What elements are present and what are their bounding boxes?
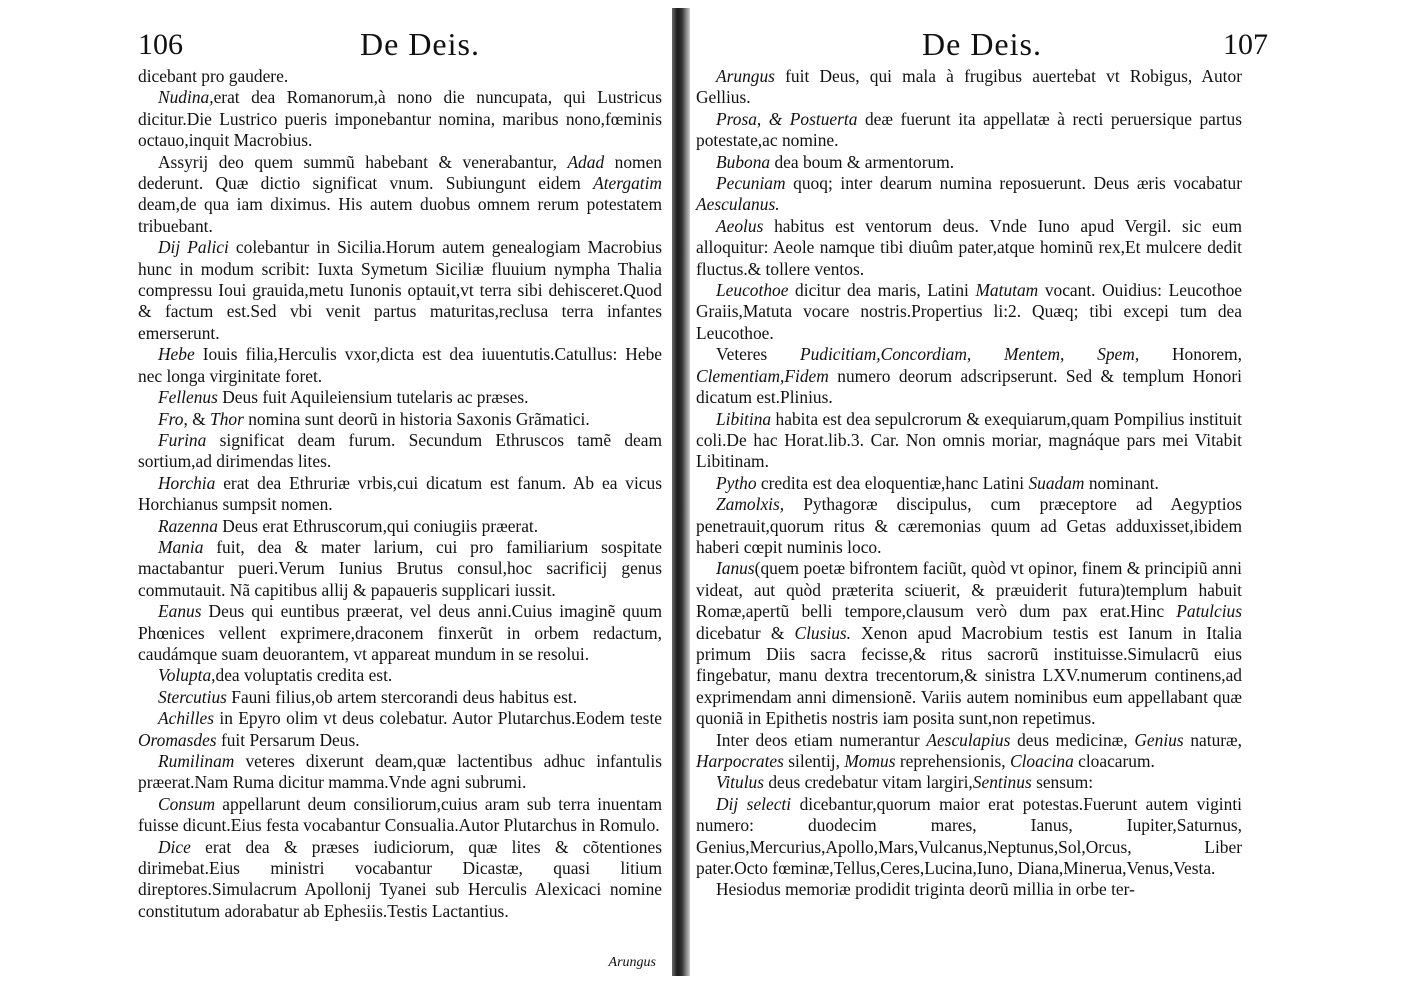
paragraph bbox=[138, 344, 662, 387]
paragraph bbox=[696, 772, 1242, 793]
paragraph bbox=[138, 751, 662, 794]
paragraph bbox=[138, 387, 662, 408]
italic-term: Fro bbox=[158, 408, 184, 429]
right-page-number: 107 bbox=[1223, 28, 1268, 61]
left-page-header bbox=[138, 0, 662, 66]
paragraph bbox=[696, 216, 1242, 280]
right-running-head: De Deis. bbox=[922, 26, 1042, 62]
text-run: Iouis filia,Herculis vxor,dicta est dea iuuentutis.Catullus: Hebe nec longa virginitate foret. bbox=[138, 344, 662, 386]
paragraph bbox=[696, 494, 1242, 558]
italic-term: Vitulus bbox=[716, 772, 764, 793]
text-run: cloacarum. bbox=[1073, 751, 1155, 771]
text-run: vocant. Ouidius: Leucothoe Graiis,Matuta vocare nostris.Propertius li:2. Quæq; tibi excepi tum dea Leucothoe. bbox=[696, 280, 1242, 343]
italic-term: Dice bbox=[158, 836, 191, 857]
text-run: Deus fuit Aquileiensium tutelaris ac præses. bbox=[217, 387, 529, 408]
italic-term: Matutam bbox=[975, 280, 1039, 301]
italic-term: Ianus bbox=[716, 558, 755, 579]
italic-term: Libitina bbox=[716, 408, 772, 429]
paragraph bbox=[696, 558, 1242, 729]
paragraph bbox=[138, 473, 662, 516]
paragraph bbox=[696, 879, 1242, 900]
text-run: nomina sunt deorũ in historia Saxonis Grãmatici. bbox=[243, 408, 590, 429]
italic-term: Suadam bbox=[1028, 472, 1085, 493]
italic-term: Fellenus bbox=[158, 387, 218, 408]
italic-term: Pudicitiam,Concordiam, Mentem, Spem, bbox=[799, 344, 1140, 365]
paragraph bbox=[696, 66, 1242, 109]
right-page bbox=[690, 0, 1402, 1000]
text-run: Xenon apud Macrobium testis est Ianum in Italia primum Diis sacra fecisse,& ritus sacrorũ instituisse.Simulacrũ eius fingebatur, manu dextra trecentorum,& sinistra LXV.numerum continens,ad exprimendam anni dimensionẽ. Variis autem nominibus eum appellabant quæ quoniã in Epithetis nostris iam posita sunt,non repetimus. bbox=[696, 622, 1242, 729]
left-page-text bbox=[138, 66, 662, 922]
italic-term: Sentinus bbox=[972, 772, 1032, 793]
text-run: erat dea & præses iudiciorum, quæ lites & cõtentiones dirimebat.Eius ministri vocabantur Dicastæ, quasi litium direptores.Simulacrum Apollonij Tyanei sub Herculis Alexicaci nomine constitutum adorabatur ab Ephesiis.Testis Lactantius. bbox=[138, 836, 662, 921]
italic-term: Mania bbox=[158, 536, 204, 557]
text-run: fuit, dea & mater larium, cui pro familiarium sospitate mactabantur pueri.Verum Iunius Brutus consul,hoc sacrificij genus commutauit. Nã capitibus allij & papaueris supplicari iussit. bbox=[138, 536, 662, 600]
text-run: colebantur in Sicilia.Horum autem genealogiam Macrobius hunc in modum scribit: Iuxta Symetum Siciliæ fluuium nympha Thalia compressu Ioui grauida,metu Iunonis optauit,vt terra sibi dehisceret.Quod & factum est.Sed vbi venit partus maturitas,reclusa terra infantes emerserunt. bbox=[138, 237, 662, 343]
text-run: appellarunt deum consiliorum,cuius aram sub terra inuentam fuisse dicunt.Eius festa vocabantur Consualia.Autor Plutarchus in Romulo. bbox=[138, 793, 662, 836]
italic-term: Dij Palici bbox=[158, 237, 229, 258]
italic-term: Thor bbox=[210, 408, 244, 429]
text-run: sensum: bbox=[1031, 772, 1094, 793]
text-run: quoq; inter dearum numina reposuerunt. Deus æris vocabatur bbox=[785, 173, 1242, 194]
paragraph bbox=[696, 344, 1242, 408]
text-run: nominant. bbox=[1084, 472, 1159, 493]
text-run: Deus erat Ethruscorum,qui coniugiis præerat. bbox=[217, 515, 539, 536]
italic-term: Clusius. bbox=[794, 622, 852, 643]
paragraph bbox=[138, 66, 662, 87]
text-run: , bbox=[756, 108, 769, 129]
paragraph bbox=[138, 430, 662, 473]
paragraph bbox=[138, 537, 662, 601]
paragraph bbox=[696, 409, 1242, 473]
italic-term: Aeolus bbox=[716, 215, 764, 236]
italic-term: Oromasdes bbox=[138, 729, 217, 750]
paragraph bbox=[696, 473, 1242, 494]
paragraph bbox=[138, 409, 662, 430]
text-run: reprehensionis, bbox=[895, 751, 1010, 771]
italic-term: Prosa bbox=[716, 108, 757, 129]
text-run: erat dea Romanorum,à nono die nuncupata, qui Lustricus dicitur.Die Lustrico pueris imponebantur nomina, maribus nono,fœminis octauo,inquit Macrobius. bbox=[138, 87, 662, 151]
italic-term: Zamolxis, bbox=[716, 494, 785, 515]
text-run: Deus qui euntibus præerat, vel deus anni.Cuius imaginẽ quum Phœnices vellent exprimere,draconem finxerũt in orbem redactum, caudámque suam deuorantem, vt appareat mundum in se resolui. bbox=[138, 601, 662, 664]
italic-term: Eanus bbox=[158, 601, 202, 622]
paragraph bbox=[696, 730, 1242, 773]
italic-term: Nudina, bbox=[158, 87, 214, 108]
text-run: deus credebatur vitam largiri, bbox=[764, 772, 973, 793]
text-run: credita est dea eloquentiæ,hanc Latini bbox=[756, 472, 1029, 493]
right-page-header bbox=[696, 0, 1268, 66]
paragraph bbox=[138, 794, 662, 837]
text-run: (quem poetæ bifrontem faciũt, quòd vt opinor, finem & principiũ anni videat, aut quòd præterita sciuerit, & præuiderit futura)templum habuit Romæ,apertũ belli tempore,clausum verò dum pax erat.Hinc bbox=[696, 558, 1242, 622]
text-run: Assyrij deo quem summũ habebant & venerabantur, bbox=[158, 151, 568, 172]
paragraph bbox=[696, 794, 1242, 880]
italic-term: Volupta, bbox=[158, 665, 216, 686]
italic-term: Aesculapius bbox=[926, 729, 1011, 750]
text-run: , & bbox=[183, 408, 211, 429]
italic-term: Razenna bbox=[158, 515, 218, 536]
text-run: numero deorum adscripserunt. Sed & templum Honori dicatum est.Plinius. bbox=[696, 365, 1242, 408]
italic-term: Leucothoe bbox=[716, 280, 789, 301]
paragraph bbox=[138, 152, 662, 238]
text-run: deæ fuerunt ita appellatæ à recti peruersique partus potestate,ac nomine. bbox=[696, 108, 1242, 151]
text-run: dea boum & armentorum. bbox=[770, 151, 955, 172]
paragraph bbox=[696, 280, 1242, 344]
right-page-text bbox=[696, 66, 1242, 901]
italic-term: Pecuniam bbox=[716, 173, 786, 194]
text-run: dicebant pro gaudere. bbox=[138, 66, 289, 86]
text-run: dicitur dea maris, Latini bbox=[788, 280, 976, 301]
text-run: Inter deos etiam numerantur bbox=[716, 729, 927, 750]
text-run: habitus est ventorum deus. Vnde Iuno apud Vergil. sic eum alloquitur: Aeole namque tibi diuûm pater,atque hominũ rex,Et mulcere dedit fluctus.& tollere ventos. bbox=[696, 215, 1242, 279]
text-run: deam,de qua iam diximus. His autem duobus omnem rerum potestatem tribuebant. bbox=[138, 194, 662, 236]
italic-term: Stercutius bbox=[158, 686, 227, 707]
text-run: dicebantur,quorum maior erat potestas.Fuerunt autem viginti numero: duodecim mares, Ianus, Iupiter,Saturnus, Genius,Mercurius,Apollo,Mars,Vulcanus,Neptunus,Sol,Orcus, Liber pater.Octo fœminæ,Tellus,Ceres,Lucina,Iuno, Diana,Minerua,Venus,Vesta. bbox=[696, 793, 1242, 879]
text-run: erat dea Ethruriæ vrbis,cui dicatum est fanum. Ab ea vicus Horchianus sumpsit nomen. bbox=[138, 472, 662, 515]
text-run: fuit Persarum Deus. bbox=[216, 729, 360, 750]
paragraph bbox=[138, 87, 662, 151]
text-run: in Epyro olim vt deus colebatur. Autor Plutarchus.Eodem teste bbox=[214, 708, 662, 729]
italic-term: Aesculanus. bbox=[696, 194, 780, 215]
text-run: dicebatur & bbox=[696, 622, 795, 643]
text-run: dea voluptatis credita est. bbox=[215, 665, 393, 686]
italic-term: Clementiam,Fidem bbox=[696, 365, 829, 386]
text-run: significat deam furum. Secundum Ethruscos tamẽ deam sortium,ad dirimendas lites. bbox=[138, 429, 662, 472]
paragraph bbox=[138, 237, 662, 344]
catchword: Arungus bbox=[608, 955, 656, 970]
italic-term: Cloacina bbox=[1010, 751, 1074, 771]
paragraph bbox=[138, 516, 662, 537]
text-run: nomen dederunt. Quæ dictio significat vnum. Subiungunt eidem bbox=[138, 151, 662, 194]
paragraph bbox=[138, 708, 662, 751]
text-run: habita est dea sepulcrorum & exequiarum,quam Pompilius instituit coli.De hac Horat.lib.3. Car. Non omnis moriar, magnáque pars mei Vitabit Libitinam. bbox=[696, 408, 1242, 472]
paragraph bbox=[138, 601, 662, 665]
text-run: silentij, bbox=[783, 751, 845, 771]
text-run: Veteres bbox=[716, 344, 800, 365]
italic-term: Adad bbox=[567, 151, 605, 172]
text-run: Fauni filius,ob artem stercorandi deus habitus est. bbox=[226, 686, 578, 707]
left-page bbox=[0, 0, 672, 1000]
italic-term: Hebe bbox=[158, 344, 195, 365]
paragraph bbox=[138, 665, 662, 686]
italic-term: Pytho bbox=[716, 472, 757, 493]
italic-term: Dij selecti bbox=[716, 793, 792, 814]
text-run: Hesiodus memoriæ prodidit triginta deorũ millia in orbe ter- bbox=[716, 879, 1135, 900]
italic-term: Bubona bbox=[716, 151, 771, 172]
italic-term: Patulcius bbox=[1176, 601, 1242, 622]
book-gutter bbox=[672, 8, 690, 976]
left-page-number: 106 bbox=[138, 28, 183, 61]
italic-term: Furina bbox=[158, 429, 207, 450]
left-running-head: De Deis. bbox=[360, 26, 480, 62]
italic-term: Achilles bbox=[158, 708, 215, 729]
text-run: Pythagoræ discipulus, cum præceptore ad Aegyptios penetrauit,quorum ritus & cæremonias quum ad Getas adduxisset,ibidem haberi cœpit numinis loco. bbox=[696, 494, 1242, 557]
text-run: naturæ, bbox=[1183, 729, 1243, 750]
paragraph bbox=[696, 173, 1242, 216]
italic-term: Horchia bbox=[158, 472, 216, 493]
paragraph bbox=[696, 152, 1242, 173]
paragraph bbox=[696, 109, 1242, 152]
italic-term: & Postuerta bbox=[768, 108, 858, 129]
text-run: fuit Deus, qui mala à frugibus auertebat vt Robigus, Autor Gellius. bbox=[696, 66, 1242, 108]
text-run: Honorem, bbox=[1139, 344, 1242, 365]
italic-term: Rumilinam bbox=[158, 751, 235, 771]
italic-term: Consum bbox=[158, 793, 216, 814]
text-run: veteres dixerunt deam,quæ lactentibus adhuc infantulis præerat.Nam Ruma dicitur mamma.Vnde agni subrumi. bbox=[138, 751, 662, 793]
text-run: deus medicinæ, bbox=[1010, 729, 1135, 750]
italic-term: Genius bbox=[1134, 729, 1184, 750]
paragraph bbox=[138, 837, 662, 923]
italic-term: Harpocrates bbox=[696, 751, 784, 771]
paragraph bbox=[138, 687, 662, 708]
italic-term: Momus bbox=[844, 751, 896, 771]
italic-term: Atergatim bbox=[593, 173, 662, 194]
italic-term: Arungus bbox=[716, 66, 775, 86]
